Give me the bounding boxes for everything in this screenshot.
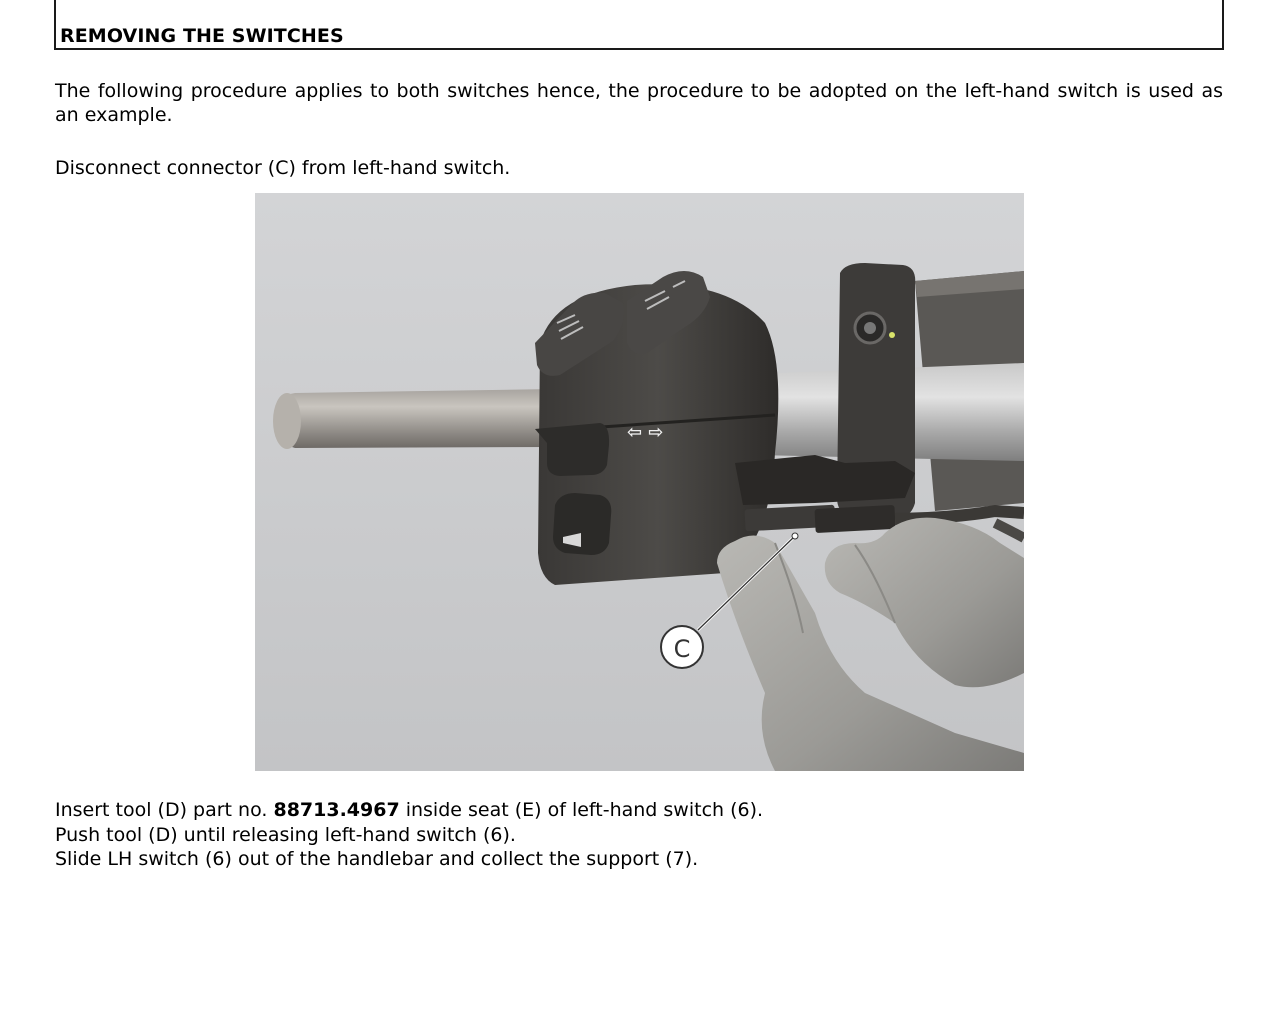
step-insert-tool: Insert tool (D) part no. 88713.4967 inside seat (E) of left-hand switch (6).	[55, 799, 764, 821]
callout-c-label: C	[673, 635, 691, 663]
turn-signal-arrows: ⇦ ⇨	[627, 422, 664, 443]
section-heading: REMOVING THE SWITCHES	[60, 25, 344, 47]
tool-part-number: 88713.4967	[273, 799, 400, 821]
step-push-tool: Push tool (D) until releasing left-hand switch (6).	[55, 823, 516, 846]
step-slide-switch: Slide LH switch (6) out of the handlebar and collect the support (7).	[55, 848, 699, 870]
switch-photo-illustration	[255, 193, 1024, 771]
horn-button	[553, 493, 611, 555]
disconnect-instruction: Disconnect connector (C) from left-hand switch.	[55, 157, 511, 179]
switch-wiring	[735, 455, 915, 505]
intro-paragraph: The following procedure applies to both switches hence, the procedure to be adopted on the left-hand switch is used as an example.	[55, 80, 1223, 126]
section-heading-box	[54, 0, 1224, 50]
handlebar-grip	[275, 389, 555, 448]
removal-steps	[55, 798, 763, 872]
